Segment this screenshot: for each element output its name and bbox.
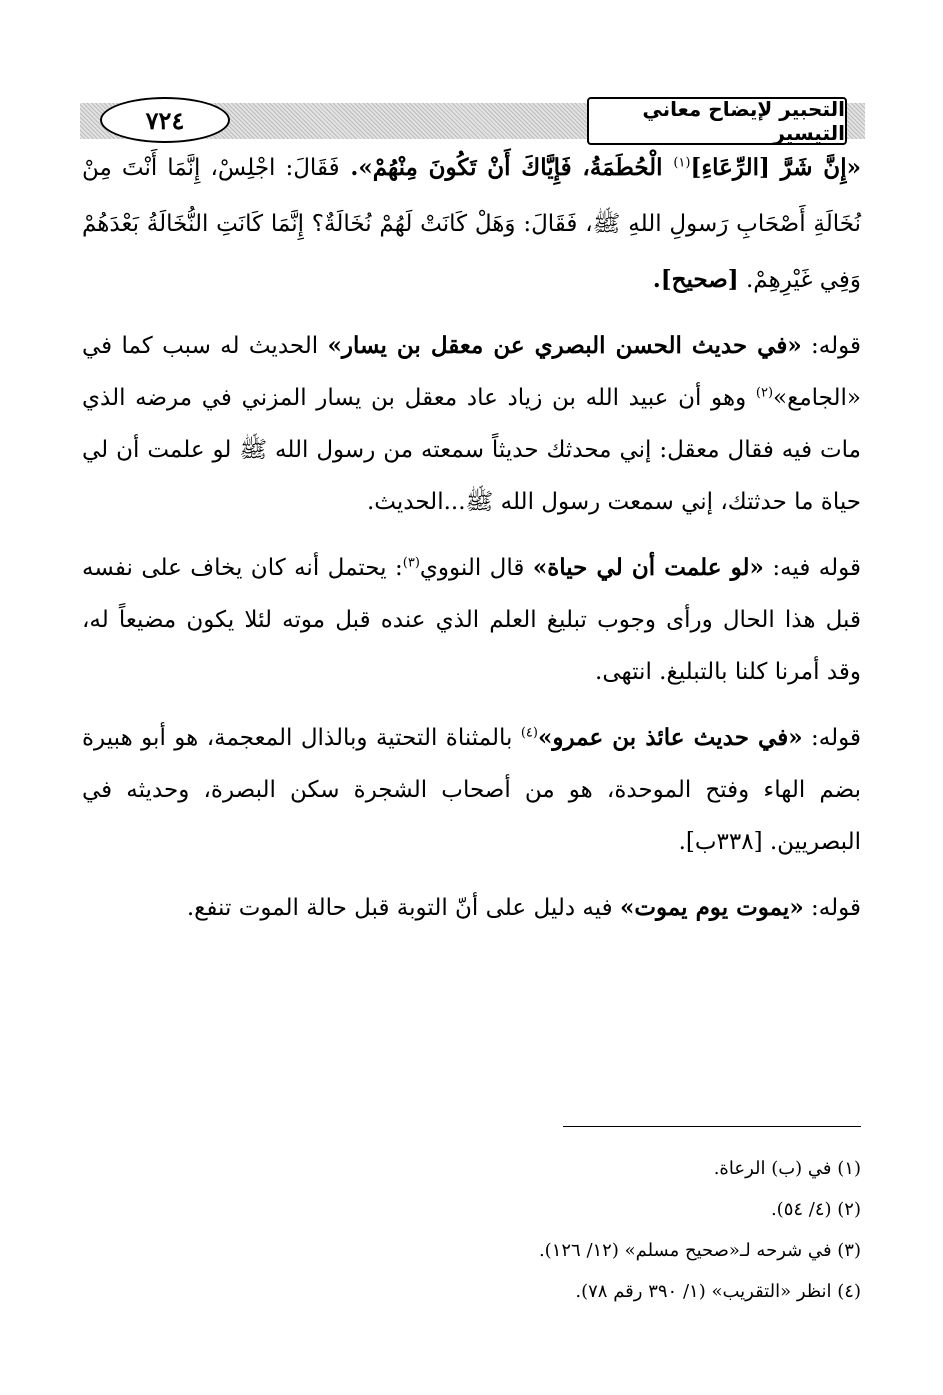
hadith-text: «إِنَّ شَرَّ [الرِّعَاءِ] — [690, 154, 861, 181]
paragraph-commentary — [82, 712, 861, 868]
paragraph-text: بالمثناة التحتية وبالذال المعجمة، هو أبو هبيرة بضم الهاء وفتح الموحدة، هو من أصحاب الشجرة سكن البصرة، وحديثه في البصريين. [٣٣٨ب]. — [82, 725, 861, 855]
footnote-ref: (٤) — [520, 725, 538, 741]
paragraph-text: قال النووي — [419, 555, 533, 581]
page-body — [82, 140, 861, 948]
paragraph-lead: قوله: — [801, 333, 862, 359]
footnotes — [82, 1156, 861, 1320]
footnote-ref: (٢) — [755, 385, 774, 401]
paragraph-commentary — [82, 542, 861, 698]
paragraph-text: فيه دليل على أنّ التوبة قبل حالة الموت تنفع. — [186, 895, 620, 921]
footnote: (١) في (ب) الرعاة. — [713, 1158, 861, 1179]
paragraph-text: الحديث له سبب كما في «الجامع» — [82, 333, 861, 411]
paragraph-commentary — [82, 320, 861, 528]
paragraph-text: : يحتمل أنه كان يخاف على نفسه قبل هذا الحال ورأى وجوب تبليغ العلم الذي عنده قبل موته لئلا يكون مضيعاً له، وقد أمرنا كلنا بالتبليغ. انتهى. — [82, 555, 861, 685]
paragraph-text: وهو أن عبيد الله بن زياد عاد معقل بن يسار المزني في مرضه الذي مات فيه فقال معقل: إني محدثك حديثاً سمعته من رسول الله ﷺ لو علمت أن لي حياة ما حدثتك، إني سمعت رسول الله ﷺ...الحديث. — [82, 385, 861, 515]
hadith-text-rest: الْحُطَمَةُ، فَإِيَّاكَ أَنْ تَكُونَ مِنْهُمْ». — [339, 154, 674, 181]
quoted-phrase: «في حديث عائذ بن عمرو» — [537, 724, 803, 751]
quoted-phrase: «لو علمت أن لي حياة» — [532, 554, 764, 581]
paragraph-text: فَقَالَ: اجْلِسْ، إِنَّمَا أَنْتَ مِنْ نُخَالَةِ أَصْحَابِ رَسولِ اللهِ ﷺ، فَقَالَ: وَهَلْ كَانَتْ لَهُمْ نُخَالَةٌ؟ إِنَّمَا كَانَتِ النُّخَالَةُ بَعْدَهُمْ وَفِي غَيْرِهِمْ. — [82, 155, 861, 293]
book-title: التحبير لإيضاح معاني التيسير — [587, 97, 847, 145]
paragraph-lead: قوله: — [803, 895, 861, 921]
paragraph-commentary — [82, 882, 861, 934]
paragraph-lead: قوله فيه: — [763, 555, 861, 581]
footnote: (٣) في شرحه لـ«صحيح مسلم» (١٢/ ١٢٦). — [538, 1240, 861, 1261]
footnote-ref: (٣) — [402, 555, 420, 571]
paragraph-hadith — [82, 140, 861, 308]
hadith-grade: [صحيح]. — [652, 266, 739, 293]
footnote-divider — [563, 1126, 861, 1127]
footnote: (٤) انظر «التقريب» (١/ ٣٩٠ رقم ٧٨). — [575, 1281, 861, 1302]
paragraph-lead: قوله: — [802, 725, 861, 751]
footnote-ref: (١) — [673, 155, 691, 171]
quoted-phrase: «يموت يوم يموت» — [619, 894, 804, 921]
quoted-phrase: «في حديث الحسن البصري عن معقل بن يسار» — [327, 332, 802, 359]
footnote: (٢) (٤/ ٥٤). — [770, 1199, 861, 1220]
page-number: ٧٢٤ — [100, 97, 230, 143]
